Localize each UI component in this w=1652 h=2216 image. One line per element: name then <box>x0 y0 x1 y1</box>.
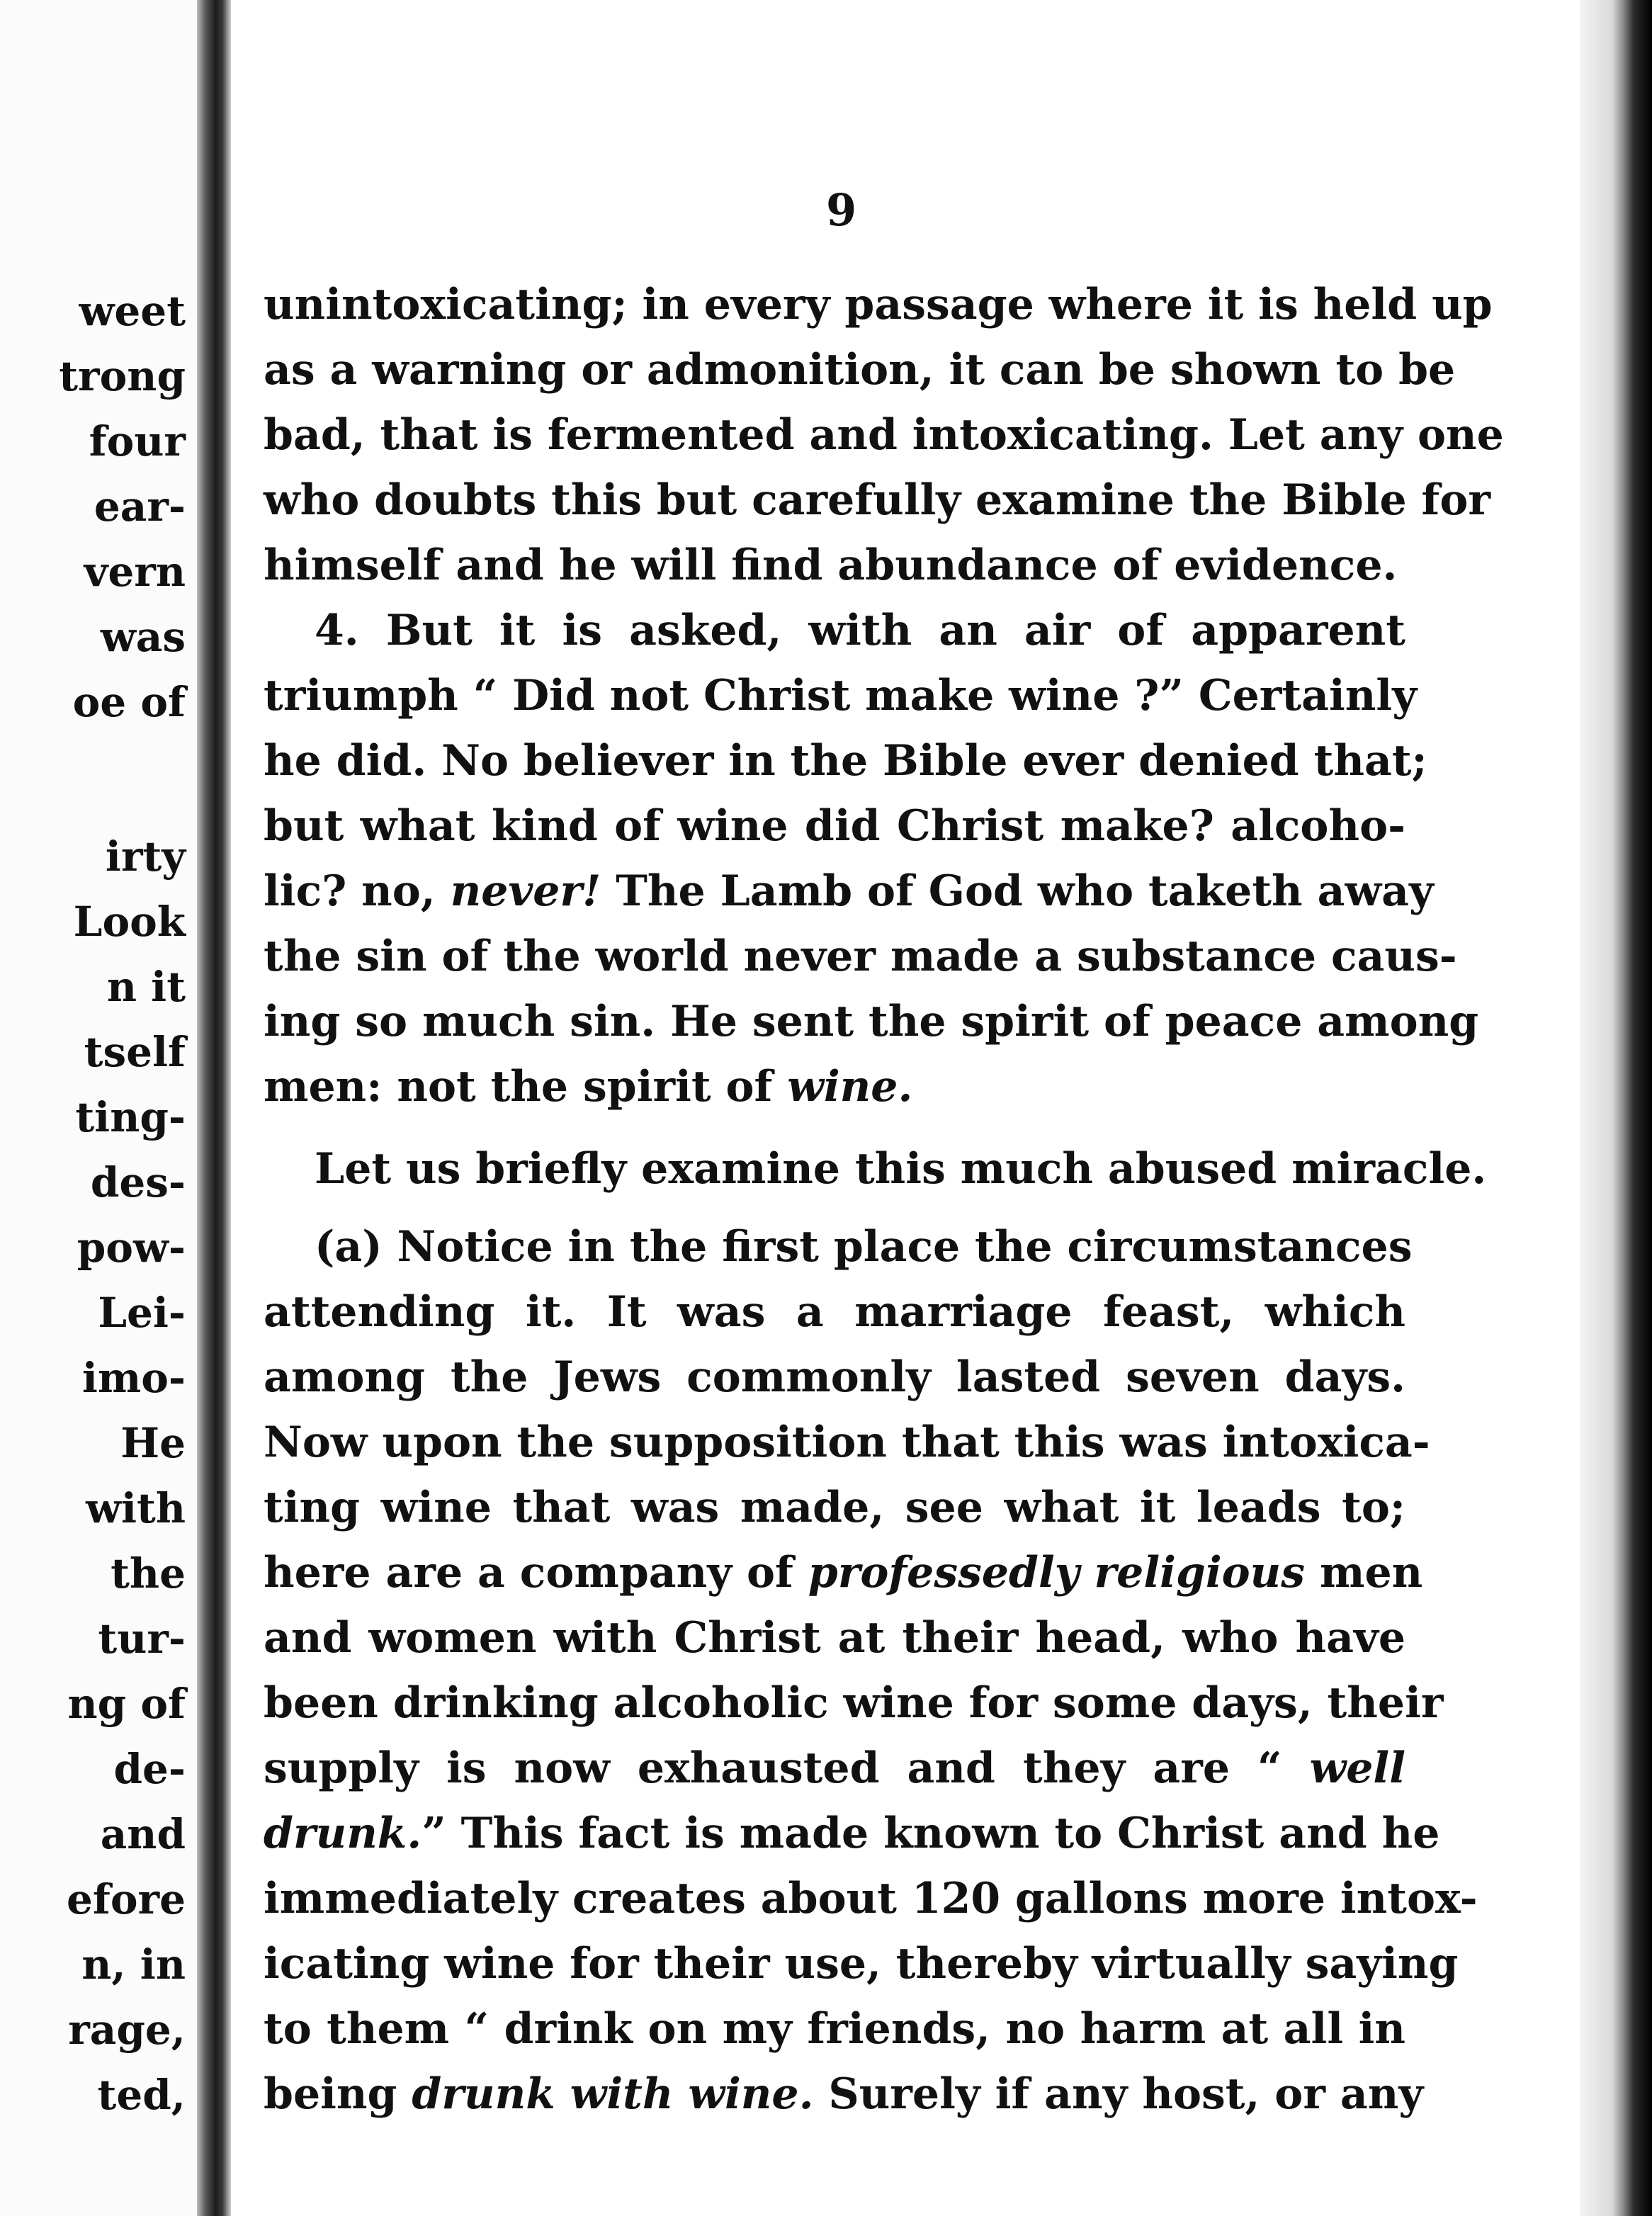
left-fragment: tur- <box>98 1615 186 1663</box>
text-segment: being <box>264 2069 412 2119</box>
page-edge-shadow <box>1580 0 1652 2216</box>
left-fragment: Look <box>73 898 186 946</box>
book-gutter <box>197 0 231 2216</box>
left-fragment: rage, <box>68 2006 186 2054</box>
text-segment: lic? no, <box>264 866 451 916</box>
text-line <box>264 1548 1423 1598</box>
text-segment: ” This fact is made known to Christ and he <box>422 1809 1440 1858</box>
text-line: been drinking alcoholic wine for some days, their <box>264 1678 1444 1728</box>
text-line: ing so much sin. He sent the spirit of peace among <box>264 997 1479 1046</box>
italic-text: drunk with wine. <box>412 2069 814 2119</box>
left-fragment: pow- <box>77 1223 186 1272</box>
left-fragment: n, in <box>81 1940 186 1989</box>
left-fragment: ting- <box>75 1093 186 1141</box>
text-line: he did. No believer in the Bible ever denied that; <box>264 736 1427 786</box>
page-number: 9 <box>826 184 857 236</box>
text-segment: Surely if any host, or any <box>813 2069 1424 2119</box>
left-fragment: ear- <box>94 482 186 531</box>
text-line: icating wine for their use, thereby virtually saying <box>264 1939 1459 1989</box>
italic-text: professedly religious <box>808 1548 1306 1598</box>
text-line <box>264 866 1434 916</box>
text-segment: men: not the spirit of <box>264 1062 788 1112</box>
left-fragment: ng of <box>67 1680 186 1728</box>
text-line: unintoxicating; in every passage where it is held up <box>264 280 1493 329</box>
left-fragment: de- <box>113 1745 186 1793</box>
left-fragment: was <box>100 613 186 661</box>
left-fragment: imo- <box>81 1354 186 1402</box>
left-page-fragment <box>0 0 197 2216</box>
text-line: triumph “ Did not Christ make wine ?” Certainly <box>264 671 1418 720</box>
left-fragment: the <box>111 1549 186 1598</box>
text-segment: here are a company of <box>264 1548 808 1598</box>
text-line: bad, that is fermented and intoxicating. Let any one <box>264 410 1504 460</box>
text-line: Let us briefly examine this much abused miracle. <box>315 1144 1487 1194</box>
left-fragment: oe of <box>72 678 186 726</box>
left-fragment: n it <box>106 963 186 1011</box>
left-fragment: He <box>120 1419 186 1467</box>
left-fragment: and <box>100 1810 186 1858</box>
text-line <box>264 1062 1405 1112</box>
left-fragment: with <box>86 1484 186 1532</box>
text-line: among the Jews commonly lasted seven days. <box>264 1352 1405 1402</box>
text-line <box>264 1809 1440 1858</box>
text-segment: supply is now exhausted and they are “ <box>264 1743 1310 1793</box>
italic-text: never! <box>450 866 601 916</box>
text-line: to them “ drink on my friends, no harm at all in <box>264 2004 1405 2054</box>
italic-text: drunk. <box>264 1809 422 1858</box>
left-fragment: ted, <box>97 2071 186 2119</box>
italic-text: wine. <box>787 1062 913 1112</box>
text-line: ting wine that was made, see what it leads to; <box>264 1483 1405 1532</box>
text-line: as a warning or admonition, it can be shown to be <box>264 345 1456 395</box>
text-line <box>264 1743 1405 1793</box>
text-line: but what kind of wine did Christ make? alcoho- <box>264 801 1405 851</box>
text-line <box>264 2069 1424 2119</box>
text-line: attending it. It was a marriage feast, which <box>264 1287 1405 1337</box>
italic-text: well <box>1309 1743 1405 1793</box>
left-fragment: efore <box>67 1875 186 1923</box>
text-line: who doubts this but carefully examine the Bible for <box>264 475 1491 525</box>
text-segment: The Lamb of God who taketh away <box>601 866 1434 916</box>
text-line: 4. But it is asked, with an air of apparent <box>315 606 1405 655</box>
left-fragment: weet <box>79 287 186 335</box>
left-fragment: trong <box>59 352 186 400</box>
text-line: Now upon the supposition that this was intoxica- <box>264 1418 1430 1467</box>
text-line: (a) Notice in the first place the circumstances <box>315 1222 1413 1272</box>
text-line: immediately creates about 120 gallons more intox- <box>264 1874 1478 1923</box>
left-fragment: irty <box>105 832 186 881</box>
text-line: himself and he will find abundance of evidence. <box>264 541 1398 590</box>
text-line: the sin of the world never made a substance caus- <box>264 932 1457 981</box>
left-fragment: tself <box>84 1028 186 1076</box>
left-fragment: Lei- <box>98 1289 186 1337</box>
main-page <box>231 0 1580 2216</box>
left-fragment: des- <box>90 1158 186 1206</box>
left-fragment: four <box>89 417 186 465</box>
left-fragment: vern <box>84 548 186 596</box>
text-segment: men <box>1305 1548 1423 1598</box>
text-line: and women with Christ at their head, who have <box>264 1613 1405 1663</box>
